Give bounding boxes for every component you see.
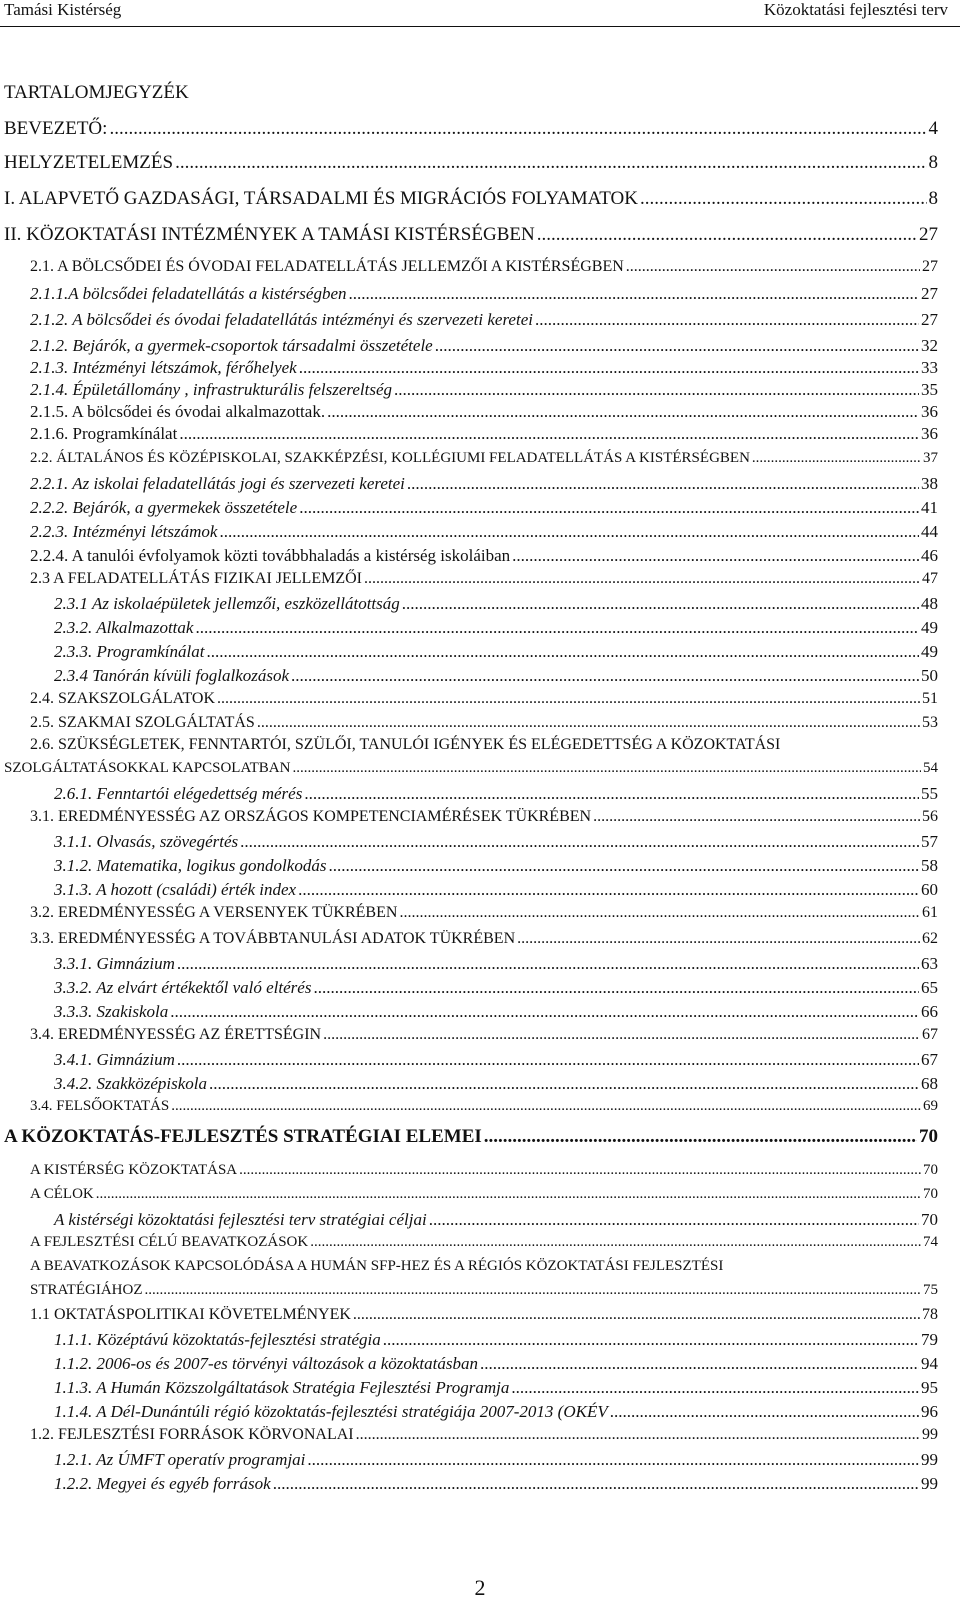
toc-entry[interactable]	[30, 424, 938, 444]
toc-entry-text: 3.1.2. Matematika, logikus gondolkodás	[54, 856, 327, 875]
toc-leader	[511, 1378, 919, 1398]
toc-entry[interactable]	[54, 1402, 938, 1422]
toc-entry[interactable]	[54, 1210, 938, 1230]
toc-entry-page: 48	[921, 594, 938, 613]
toc-entry-text: I. ALAPVETŐ GAZDASÁGI, TÁRSADALMI ÉS MIGRÁCIÓS FOLYAMATOK	[4, 188, 638, 209]
toc-entry-page: 99	[921, 1474, 938, 1493]
toc-leader	[327, 402, 919, 422]
toc-entry[interactable]	[30, 1186, 938, 1203]
toc-entry-text: 2.1.3. Intézményi létszámok, férőhelyek	[30, 358, 297, 377]
toc-entry-page: 41	[921, 498, 938, 517]
toc-entry-text: A CÉLOK	[30, 1186, 94, 1202]
toc-leader	[402, 594, 919, 614]
toc-entry[interactable]	[54, 1074, 938, 1094]
toc-leader	[299, 358, 919, 378]
toc-entry-page: 54	[923, 760, 938, 776]
toc-entry-text: 2.2.3. Intézményi létszámok	[30, 522, 218, 541]
toc-entry-text: STRATÉGIÁHOZ	[30, 1282, 143, 1298]
toc-leader	[429, 1210, 919, 1230]
toc-entry[interactable]	[54, 978, 938, 998]
toc-entry-text: 2.3 A FELADATELLÁTÁS FIZIKAI JELLEMZŐI	[30, 570, 362, 587]
toc-entry-page: 49	[921, 618, 938, 637]
toc-entry[interactable]	[30, 930, 938, 948]
toc-entry[interactable]	[54, 618, 938, 638]
toc-entry-page: 95	[921, 1378, 938, 1397]
toc-entry[interactable]	[4, 224, 938, 246]
toc-entry-text: 1.1.2. 2006-os és 2007-es törvényi változások a közoktatásban	[54, 1354, 478, 1373]
toc-entry-text: 2.1.4. Épületállomány , infrastrukturális felszereltség	[30, 380, 393, 399]
toc-entry-text: HELYZETELEMZÉS	[4, 152, 174, 173]
toc-leader	[484, 1126, 917, 1148]
toc-leader	[291, 666, 919, 686]
toc-leader	[177, 1050, 919, 1070]
header-right: Közoktatási fejlesztési terv	[763, 0, 948, 19]
toc-entry[interactable]	[30, 1098, 938, 1115]
toc-leader	[109, 118, 926, 140]
toc-entry-page: 62	[922, 930, 938, 947]
toc-entry-text: 3.4. EREDMÉNYESSÉG AZ ÉRETTSÉGIN	[30, 1026, 322, 1043]
toc-leader	[356, 1426, 920, 1444]
toc-entry[interactable]	[54, 642, 938, 662]
page-number: 2	[474, 1575, 486, 1600]
toc-title: TARTALOMJEGYZÉK	[4, 82, 189, 103]
toc-leader	[364, 570, 920, 588]
toc-leader	[304, 784, 919, 804]
toc-entry-text: 2.6.1. Fenntartói elégedettség mérés	[54, 784, 303, 803]
toc-leader	[394, 380, 919, 400]
toc-entry-page: 57	[921, 832, 938, 851]
toc-entry-page: 60	[921, 880, 938, 899]
toc-leader	[96, 1186, 921, 1203]
toc-entry[interactable]	[30, 358, 938, 378]
toc-entry-text: 2.3.4 Tanórán kívüli foglalkozások	[54, 666, 290, 685]
toc-leader	[298, 880, 919, 900]
toc-entry-page: 67	[921, 1050, 938, 1069]
toc-entry-page: 70	[921, 1210, 938, 1229]
toc-entry-text: 3.4. FELSŐOKTATÁS	[30, 1098, 170, 1114]
toc-leader	[323, 1026, 920, 1044]
toc-entry[interactable]	[30, 258, 938, 276]
toc-entry-text: 2.1. A BÖLCSŐDEI ÉS ÓVODAI FELADATELLÁTÁS JELLEMZŐI A KISTÉRSÉGBEN	[30, 258, 624, 275]
toc-leader	[239, 1162, 921, 1179]
toc-leader	[626, 258, 920, 276]
toc-entry[interactable]	[30, 1306, 938, 1324]
toc-entry-page: 38	[921, 474, 938, 493]
toc-entry-text: A FEJLESZTÉSI CÉLÚ BEAVATKOZÁSOK	[30, 1234, 309, 1250]
toc-entry[interactable]	[30, 904, 938, 922]
toc-entry[interactable]	[4, 760, 938, 777]
toc-entry-heading-line[interactable]: 2.6. SZÜKSÉGLETEK, FENNTARTÓI, SZÜLŐI, TANULÓI IGÉNYEK ÉS ELÉGEDETTSÉG A KÖZOKTATÁSI	[30, 736, 781, 753]
toc-leader	[209, 1074, 919, 1094]
toc-entry-page: 44	[921, 522, 938, 541]
toc-entry-text: 1.1 OKTATÁSPOLITIKAI KÖVETELMÉNYEK	[30, 1306, 351, 1323]
toc-entry[interactable]	[30, 570, 938, 588]
toc-leader	[299, 498, 919, 518]
toc-entry-text: 1.1.4. A Dél-Dunántúli régió közoktatás-fejlesztési stratégiája 2007-2013 (OKÉV	[54, 1402, 608, 1421]
toc-entry-text: 3.1.3. A hozott (családi) érték index	[54, 880, 297, 899]
toc-leader	[292, 760, 921, 777]
toc-entry-page: 47	[922, 570, 938, 587]
toc-entry-text: 1.1.3. A Humán Közszolgáltatások Stratégia Fejlesztési Programja	[54, 1378, 510, 1397]
toc-entry[interactable]	[30, 402, 938, 422]
toc-leader	[349, 284, 919, 304]
toc-entry-text: 2.2.4. A tanulói évfolyamok közti továbbhaladás a kistérség iskoláiban	[30, 546, 511, 565]
page-header	[0, 0, 960, 24]
toc-entry[interactable]	[30, 284, 938, 304]
toc-entry-text: 2.1.2. Bejárók, a gyermek-csoportok társadalmi összetétele	[30, 336, 433, 355]
toc-entry-page: 79	[921, 1330, 938, 1349]
toc-entry-page: 49	[921, 642, 938, 661]
toc-entry[interactable]	[30, 1026, 938, 1044]
toc-entry-page: 65	[921, 978, 938, 997]
toc-entry[interactable]	[54, 880, 938, 900]
toc-entry-page: 35	[921, 380, 938, 399]
toc-entry-text: 3.4.1. Gimnázium	[54, 1050, 175, 1069]
toc-entry-text: A KISTÉRSÉG KÖZOKTATÁSA	[30, 1162, 238, 1178]
toc-leader	[752, 450, 921, 467]
toc-entry-page: 27	[922, 258, 938, 275]
toc-entry-text: SZOLGÁLTATÁSOKKAL KAPCSOLATBAN	[4, 760, 291, 776]
toc-entry-page: 63	[921, 954, 938, 973]
toc-entry-page: 96	[921, 1402, 938, 1421]
toc-entry-text: 3.1. EREDMÉNYESSÉG AZ ORSZÁGOS KOMPETENCIAMÉRÉSEK TÜKRÉBEN	[30, 808, 592, 825]
toc-leader	[217, 690, 920, 708]
toc-entry-text: 3.3.2. Az elvárt értékektől való eltérés	[54, 978, 312, 997]
toc-leader	[195, 618, 919, 638]
toc-entry[interactable]	[30, 808, 938, 826]
toc-entry-page: 99	[922, 1426, 938, 1443]
toc-entry-page: 4	[928, 118, 938, 139]
toc-entry-page: 56	[922, 808, 938, 825]
toc-leader	[399, 904, 920, 922]
toc-entry-page: 68	[921, 1074, 938, 1093]
toc-entry-text: 2.3.2. Alkalmazottak	[54, 618, 194, 637]
toc-entry[interactable]	[54, 954, 938, 974]
toc-entry-page: 36	[921, 424, 938, 443]
toc-leader	[407, 474, 919, 494]
toc-entry[interactable]	[30, 1162, 938, 1179]
toc-leader	[219, 522, 919, 542]
toc-entry-page: 36	[921, 402, 938, 421]
toc-entry[interactable]	[4, 1126, 938, 1148]
toc-entry-text: 3.3.3. Szakiskola	[54, 1002, 169, 1021]
toc-entry-text: 1.1.1. Középtávú közoktatás-fejlesztési stratégia	[54, 1330, 381, 1349]
toc-leader	[307, 1450, 919, 1470]
toc-entry[interactable]	[30, 714, 938, 732]
toc-entry-text: II. KÖZOKTATÁSI INTÉZMÉNYEK A TAMÁSI KISTÉRSÉGBEN	[4, 224, 535, 245]
toc-entry-page: 70	[919, 1126, 938, 1147]
toc-entry[interactable]	[54, 1354, 938, 1374]
toc-entry[interactable]	[54, 1002, 938, 1022]
toc-entry-text: 3.3. EREDMÉNYESSÉG A TOVÁBBTANULÁSI ADATOK TÜKRÉBEN	[30, 930, 516, 947]
header-left: Tamási Kistérség	[4, 0, 122, 19]
toc-entry[interactable]	[54, 1474, 938, 1494]
toc-leader	[517, 930, 920, 948]
toc-leader	[328, 856, 919, 876]
toc-entry[interactable]	[4, 118, 938, 140]
toc-entry-page: 74	[923, 1234, 938, 1250]
toc-entry-text: 2.3.1 Az iskolaépületek jellemzői, eszközellátottság	[54, 594, 400, 613]
toc-entry-text: 3.4.2. Szakközépiskola	[54, 1074, 207, 1093]
toc-entry[interactable]	[54, 1330, 938, 1350]
toc-entry-text: A KÖZOKTATÁS-FEJLESZTÉS STRATÉGIAI ELEMEI	[4, 1126, 482, 1147]
toc-entry[interactable]	[30, 1282, 938, 1299]
toc-entry-text: 2.3.3. Programkínálat	[54, 642, 205, 661]
toc-entry-text: 3.1.1. Olvasás, szövegértés	[54, 832, 239, 851]
toc-entry[interactable]	[30, 522, 938, 542]
toc-entry-text: 2.1.1.A bölcsődei feladatellátás a kistérségben	[30, 284, 347, 303]
toc-entry-text: A kistérségi közoktatási fejlesztési terv stratégiai céljai	[54, 1210, 427, 1229]
toc-entry-page: 66	[921, 1002, 938, 1021]
toc-leader	[512, 546, 919, 566]
toc-leader	[145, 1282, 922, 1299]
toc-leader	[535, 310, 919, 330]
toc-entry[interactable]	[54, 1050, 938, 1070]
toc-entry-page: 70	[923, 1186, 938, 1202]
toc-entry-page: 32	[921, 336, 938, 355]
toc-entry-page: 50	[921, 666, 938, 685]
toc-leader	[273, 1474, 919, 1494]
toc-leader	[537, 224, 917, 246]
toc-entry[interactable]	[54, 784, 938, 804]
toc-entry-page: 27	[921, 284, 938, 303]
toc-entry-page: 27	[921, 310, 938, 329]
toc-entry[interactable]	[30, 380, 938, 400]
toc-entry[interactable]	[30, 690, 938, 708]
toc-leader	[313, 978, 919, 998]
toc-entry-page: 37	[923, 450, 938, 466]
toc-entry-text: 1.2.2. Megyei és egyéb források	[54, 1474, 271, 1493]
toc-entry[interactable]	[54, 832, 938, 852]
toc-entry-text: 1.2.1. Az ÚMFT operatív programjai	[54, 1450, 306, 1469]
toc-entry-text: 2.4. SZAKSZOLGÁLATOK	[30, 690, 216, 707]
toc-entry-text: 2.1.6. Programkínálat	[30, 424, 178, 443]
toc-leader	[610, 1402, 919, 1422]
toc-entry[interactable]	[54, 666, 938, 686]
toc-entry[interactable]	[54, 1450, 938, 1470]
toc-entry-text: 2.5. SZAKMAI SZOLGÁLTATÁS	[30, 714, 255, 731]
toc-entry-page: 27	[919, 224, 938, 245]
toc-leader	[640, 188, 927, 210]
toc-entry-page: 51	[922, 690, 938, 707]
toc-entry-page: 46	[921, 546, 938, 565]
toc-entry-text: 2.2. ÁLTALÁNOS ÉS KÖZÉPISKOLAI, SZAKKÉPZÉSI, KOLLÉGIUMI FELADATELLÁTÁS A KISTÉRSÉGBEN	[30, 450, 750, 466]
toc-entry-page: 33	[921, 358, 938, 377]
toc-entry-page: 67	[922, 1026, 938, 1043]
toc-entry-page: 69	[923, 1098, 938, 1114]
toc-leader	[179, 424, 919, 444]
toc-entry-text: 1.2. FEJLESZTÉSI FORRÁSOK KÖRVONALAI	[30, 1426, 354, 1443]
toc-entry-text: 3.3.1. Gimnázium	[54, 954, 175, 973]
toc-leader	[480, 1354, 919, 1374]
toc-entry[interactable]	[30, 310, 938, 330]
toc-entry[interactable]	[30, 336, 938, 356]
toc-leader	[240, 832, 919, 852]
toc-entry[interactable]	[4, 152, 938, 174]
toc-leader	[206, 642, 919, 662]
toc-entry-page: 75	[923, 1282, 938, 1298]
toc-entry-text: BEVEZETŐ:	[4, 118, 108, 139]
toc-leader	[177, 954, 919, 974]
toc-entry-page: 61	[922, 904, 938, 921]
toc-entry[interactable]	[30, 450, 938, 467]
toc-entry[interactable]	[30, 1426, 938, 1444]
toc-entry[interactable]	[30, 1234, 938, 1251]
toc-leader	[175, 152, 926, 174]
toc-entry-text: 3.2. EREDMÉNYESSÉG A VERSENYEK TÜKRÉBEN	[30, 904, 398, 921]
toc-entry[interactable]	[54, 594, 938, 614]
toc-entry[interactable]	[30, 474, 938, 494]
toc-entry[interactable]	[4, 188, 938, 210]
toc-entry-page: 8	[928, 152, 938, 173]
toc-leader	[257, 714, 920, 732]
toc-leader	[593, 808, 920, 826]
toc-leader	[310, 1234, 921, 1251]
toc-leader	[435, 336, 919, 356]
toc-entry-page: 8	[928, 188, 938, 209]
toc-entry-page: 55	[921, 784, 938, 803]
toc-entry-heading-line[interactable]: A BEAVATKOZÁSOK KAPCSOLÓDÁSA A HUMÁN SFP-HEZ ÉS A RÉGIÓS KÖZOKTATÁSI FEJLESZTÉSI	[30, 1258, 724, 1274]
toc-entry-page: 58	[921, 856, 938, 875]
toc-entry[interactable]	[30, 498, 938, 518]
toc-entry-page: 99	[921, 1450, 938, 1469]
toc-entry[interactable]	[54, 1378, 938, 1398]
toc-leader	[171, 1098, 921, 1115]
toc-entry-page: 70	[923, 1162, 938, 1178]
toc-entry[interactable]	[54, 856, 938, 876]
toc-entry-page: 53	[922, 714, 938, 731]
toc-entry-text: 2.2.2. Bejárók, a gyermekek összetétele	[30, 498, 298, 517]
toc-entry-text: 2.2.1. Az iskolai feladatellátás jogi és szervezeti keretei	[30, 474, 405, 493]
toc-leader	[170, 1002, 919, 1022]
toc-leader	[383, 1330, 919, 1350]
toc-leader	[353, 1306, 920, 1324]
toc-entry-text: 2.1.5. A bölcsődei és óvodai alkalmazottak.	[30, 402, 326, 421]
header-rule	[0, 26, 960, 27]
toc-entry[interactable]	[30, 546, 938, 566]
toc-entry-text: 2.1.2. A bölcsődei és óvodai feladatellátás intézményi és szervezeti keretei	[30, 310, 533, 329]
toc-entry-page: 94	[921, 1354, 938, 1373]
toc-entry-page: 78	[922, 1306, 938, 1323]
